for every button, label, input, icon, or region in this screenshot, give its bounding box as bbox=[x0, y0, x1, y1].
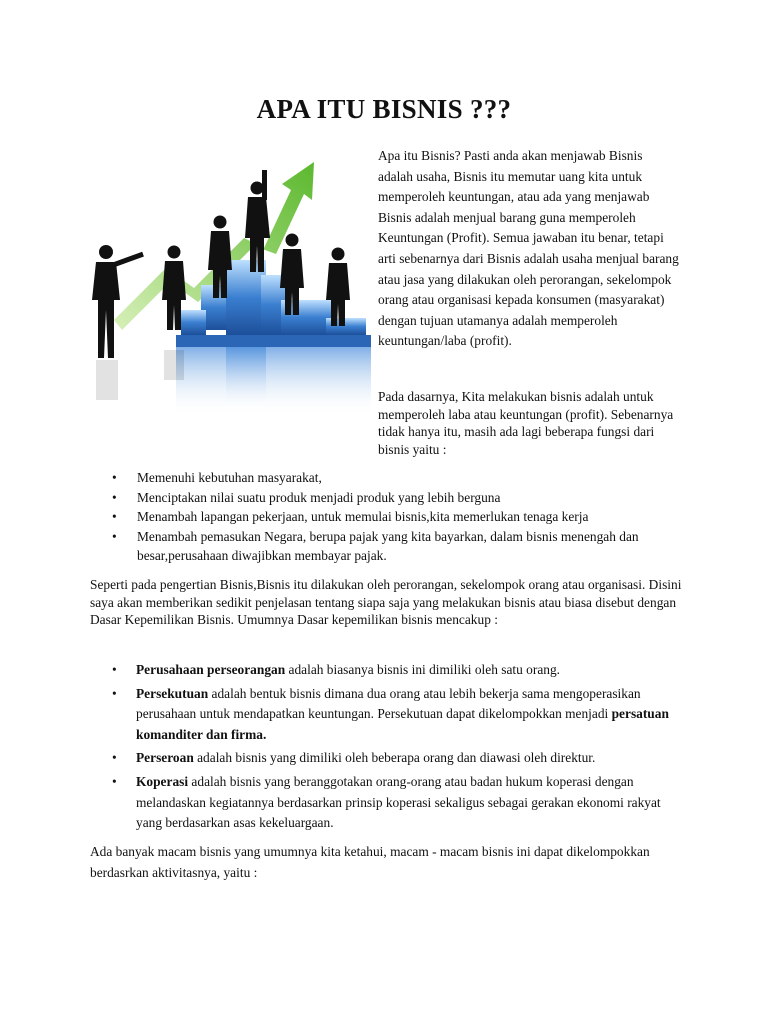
business-types-paragraph: Ada banyak macam bisnis yang umumnya kita ketahui, macam - macam bisnis ini dapat dikelompokkan berdasrkan aktivitasnya, yaitu : bbox=[90, 844, 650, 880]
ownership-intro-paragraph: Seperti pada pengertian Bisnis,Bisnis itu dilakukan oleh perorangan, sekelompok orang atau organisasi. Disini saya akan memberikan sedikit penjelasan tentang siapa saja yang melakukan bisnis atau biasa disebut dengan Dasar Kepemilikan Bisnis. Umumnya Dasar kepemilikan bisnis mencakup : bbox=[90, 577, 682, 628]
business-functions-list bbox=[88, 468, 688, 566]
list-item: • Menambah lapangan pekerjaan, untuk memulai bisnis,kita memerlukan tenaga kerja bbox=[88, 507, 688, 527]
definition: adalah bisnis yang dimiliki oleh beberapa orang dan diawasi oleh direktur. bbox=[193, 750, 596, 766]
business-growth-illustration bbox=[86, 150, 376, 450]
list-item bbox=[88, 660, 688, 681]
list-item bbox=[88, 684, 688, 746]
definition: adalah bisnis yang beranggotakan orang-orang atau badan hukum koperasi dengan melandaskan kegiatannya berdasarkan prinsip koperasi sekaligus sebagai gerakan ekonomi rakyat yang berdasarkan asas kekeluargaan. bbox=[136, 773, 661, 831]
ownership-list bbox=[88, 660, 688, 837]
list-item bbox=[88, 748, 688, 769]
list-item bbox=[88, 772, 688, 834]
list-item: • Menambah pemasukan Negara, berupa pajak yang kita bayarkan, dalam bisnis menengah dan besar,perusahaan diwajibkan membayar pajak. bbox=[88, 527, 688, 566]
term: Koperasi bbox=[136, 773, 189, 789]
term: Perseroan bbox=[136, 750, 194, 766]
intro-paragraph: Apa itu Bisnis? Pasti anda akan menjawab Bisnis adalah usaha, Bisnis itu memutar uang kita untuk memperoleh keuntungan, atau ada yang menjawab Bisnis adalah menjual barang guna memperoleh Keuntungan (Profit). Semua jawaban itu benar, tetapi arti sebenarnya dari Bisnis adalah usaha menjual barang atau jasa yang dilakukan oleh perorangan, sekelompok orang atau organisasi kepada konsumen (masyarakat) dengan tujuan utamanya adalah memperoleh keuntungan/laba (profit). bbox=[378, 148, 679, 349]
term-emphasis: persatuan komanditer dan firma. bbox=[136, 706, 669, 742]
definition: adalah bentuk bisnis dimana dua orang atau lebih bekerja sama mengoperasikan perusahaan untuk mendapatkan keuntungan. Persekutuan dapat dikelompokkan menjadi bbox=[136, 685, 641, 722]
list-item: • Memenuhi kebutuhan masyarakat, bbox=[88, 468, 688, 488]
term: Perusahaan perseorangan bbox=[136, 662, 286, 677]
page-title: APA ITU BISNIS ??? bbox=[256, 94, 512, 124]
definition: adalah biasanya bisnis ini dimiliki oleh satu orang. bbox=[285, 662, 561, 677]
term: Persekutuan bbox=[136, 685, 209, 701]
list-item: • Menciptakan nilai suatu produk menjadi produk yang lebih berguna bbox=[88, 488, 688, 508]
intro-paragraph-2: Pada dasarnya, Kita melakukan bisnis adalah untuk memperoleh laba atau keuntungan (profit). Sebenarnya tidak hanya itu, masih ada lagi beberapa fungsi dari bisnis yaitu : bbox=[378, 389, 674, 457]
